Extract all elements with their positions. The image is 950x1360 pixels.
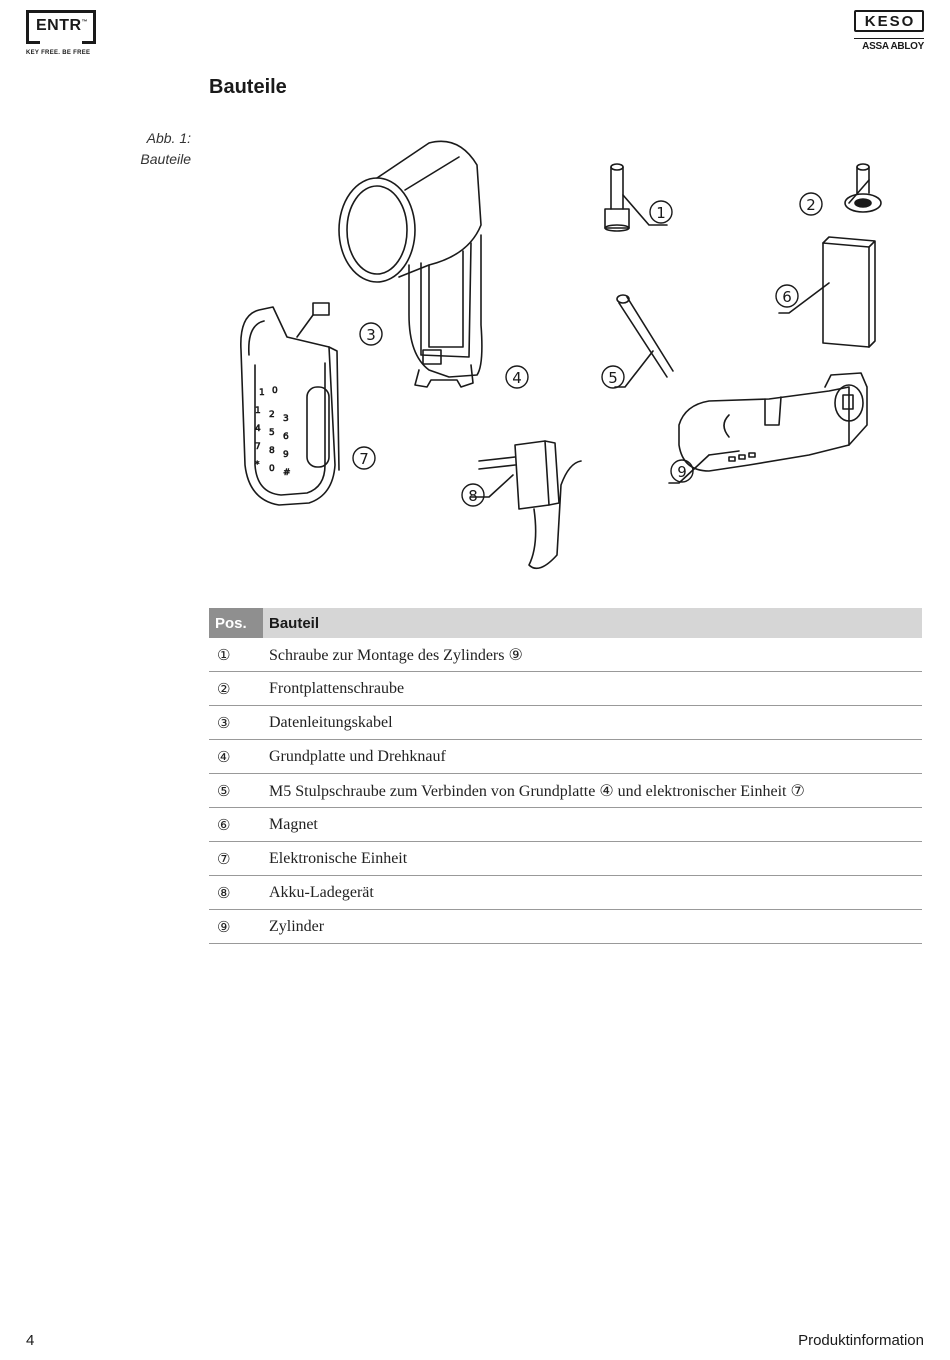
row-position: ② [209,672,263,706]
svg-text:*: * [255,460,260,470]
svg-text:3: 3 [283,414,289,424]
svg-text:#: # [283,468,291,478]
parts-table [209,608,922,944]
row-position: ④ [209,740,263,774]
electronic-unit-drawing [241,303,339,505]
svg-text:0: 0 [272,386,278,396]
section-title: Bauteile [209,76,287,98]
table-row [209,910,922,944]
table-row [209,842,922,876]
svg-text:8: 8 [269,446,275,456]
svg-text:1: 1 [255,406,261,416]
row-part: Grundplatte und Drehknauf [263,740,922,774]
keso-logo [854,10,924,52]
table-header-row [209,608,922,638]
row-position: ⑦ [209,842,263,876]
row-part: Elektronische Einheit [263,842,922,876]
row-part: Magnet [263,808,922,842]
svg-text:6: 6 [283,432,289,442]
callout-1: 1 [656,204,666,222]
svg-text:7: 7 [255,442,261,452]
callout-2: 2 [806,196,816,214]
battery-charger-drawing [471,441,581,568]
svg-text:5: 5 [269,428,275,438]
callout-8: 8 [468,487,478,505]
figure-caption [100,128,191,170]
row-position: ⑤ [209,774,263,808]
figure-caption-title: Bauteile [140,151,191,167]
callout-4: 4 [512,369,522,387]
row-part: Datenleitungskabel [263,706,922,740]
table-row [209,808,922,842]
callout-9: 9 [677,463,687,481]
magnet-drawing [779,237,875,347]
callout-6: 6 [782,288,792,306]
keso-logo-word: KESO [854,10,924,32]
figure-caption-number: Abb. 1: [146,130,191,146]
svg-text:0: 0 [269,464,275,474]
table-row [209,876,922,910]
row-position: ① [209,638,263,672]
svg-text:9: 9 [283,450,289,460]
svg-text:1: 1 [259,388,265,398]
front-plate-screw-drawing [845,164,881,212]
row-position: ⑥ [209,808,263,842]
table-row [209,638,922,672]
assa-abloy-wordmark: ASSA ABLOY [862,41,924,52]
table-row [209,672,922,706]
row-position: ③ [209,706,263,740]
table-row [209,774,922,808]
page-number: 4 [26,1332,35,1349]
footer-label: Produktinformation [798,1332,924,1349]
keso-logo-divider [854,38,924,39]
row-position: ⑧ [209,876,263,910]
svg-text:4: 4 [255,424,261,434]
row-part: Frontplattenschraube [263,672,922,706]
svg-text:2: 2 [269,410,275,420]
row-part: Akku-Ladegerät [263,876,922,910]
callout-3: 3 [366,326,376,344]
lock-cylinder-drawing [669,373,867,483]
table-row [209,706,922,740]
column-header-part: Bauteil [263,608,922,638]
row-position: ⑨ [209,910,263,944]
row-part: M5 Stulpschraube zum Verbinden von Grundplatte ④ und elektronischer Einheit ⑦ [263,774,922,808]
table-row [209,740,922,774]
callout-5: 5 [608,369,618,387]
parts-illustration [209,125,921,585]
callout-7: 7 [359,450,369,468]
entr-logo [26,10,100,56]
entr-logo-tagline: KEY FREE. BE FREE [26,50,91,56]
column-header-position: Pos. [209,608,263,638]
row-part: Zylinder [263,910,922,944]
row-part: Schraube zur Montage des Zylinders ⑨ [263,638,922,672]
entr-logo-word: ENTR™ [36,17,89,34]
base-plate-with-knob-drawing [339,141,482,387]
